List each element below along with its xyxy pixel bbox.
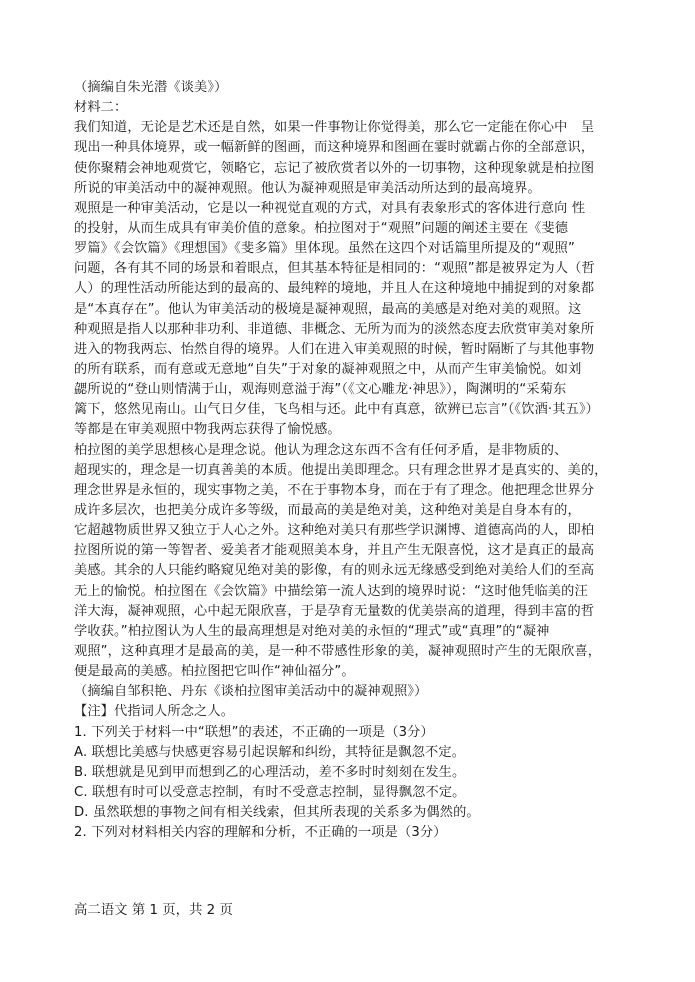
text-line: 等都是在审美观照中物我两忘获得了愉悦感。 xyxy=(74,422,341,438)
text-line: 的所有联系，而有意或无意地“自失”于对象的凝神观照之中，从而产生审美愉悦。如刘 xyxy=(74,361,582,377)
text-line: 罗篇》《会饮篇》《理想国》《斐多篇》里体现。虽然在这四个对话篇里所提及的“观照” xyxy=(74,241,575,257)
document-body xyxy=(74,78,639,843)
text-line: 进入的物我两忘、怡然自得的境界。人们在进入审美观照的时候，暂时隔断了与其他事物 xyxy=(74,341,595,357)
text-line: （摘编自朱光潜《谈美》） xyxy=(74,80,228,95)
text-line: 拉图所说的第一等智者、爱美者才能观照美本身，并且产生无限喜悦，这才是真正的最高 xyxy=(74,543,595,559)
text-line: （摘编自邹积艳、丹东《谈柏拉图审美活动中的凝神观照》） xyxy=(74,684,428,700)
text-line: 观照是一种审美活动，它是以一种视觉直观的方式，对具有表象形式的客体进行意向 性 xyxy=(74,200,586,216)
text-line: 洋大海，凝神观照，心中起无限欣喜，于是孕育无量数的优美崇高的道理，得到丰富的哲 xyxy=(74,603,595,619)
text-line: 便是最高的美感。柏拉图把它叫作“神仙福分”。 xyxy=(74,664,355,680)
page-footer: 高二语文 第 1 页，共 2 页 xyxy=(74,903,233,918)
text-line: 观照”，这种真理才是最高的美，是一种不带感性形象的美，凝神观照时产生的无限欣喜， xyxy=(74,643,602,659)
text-line: 现出一种具体境界，或一幅新鲜的图画，而这种境界和图画在霎时就霸占你的全部意识， xyxy=(74,140,595,156)
text-line: 它超越物质世界又独立于人心之外。这种绝对美只有那些学识渊博、道德高尚的人，即柏 xyxy=(74,523,595,539)
text-line: 超现实的，理念是一切真善美的本质。他提出美即理念。只有理念世界才是真实的、美的， xyxy=(74,462,608,478)
text-line: C. 联想有时可以受意志控制，有时不受意志控制，显得飘忽不定。 xyxy=(74,784,466,800)
text-line: 篱下，悠然见南山。山气日夕佳，飞鸟相与还。此中有真意，欲辨已忘言”（《饮酒·其五》） xyxy=(74,402,600,418)
text-line: B. 联想就是见到甲而想到乙的心理活动，差不多时时刻刻在发生。 xyxy=(74,764,466,780)
text-line: 美感。其余的人只能约略窥见绝对美的影像，有的则永远无缘感受到绝对美给人们的至高 xyxy=(74,563,595,579)
text-line: 成许多层次，也把美分成许多等级，而最高的美是绝对美，这种绝对美是自身本有的， xyxy=(74,502,581,518)
text-line: 的投射，从而生成具有审美价值的意象。柏拉图对于“观照”问题的阐述主要在《斐德 xyxy=(74,220,569,236)
text-line: 1. 下列关于材料一中“联想”的表述，不正确的一项是（3分） xyxy=(74,724,434,740)
text-line: 是“本真存在”。他认为审美活动的极境是凝神观照，最高的美感是对绝对美的观照。这 xyxy=(74,301,582,317)
text-line: 2. 下列对材料相关内容的理解和分析，不正确的一项是（3分） xyxy=(74,825,447,841)
text-line: 【注】代指词人所念之人。 xyxy=(74,704,235,720)
text-line: 材料二： xyxy=(74,100,128,116)
text-line: A. 联想比美感与快感更容易引起误解和纠纷，其特征是飘忽不定。 xyxy=(74,744,466,760)
text-line: 我们知道，无论是艺术还是自然，如果一件事物让你觉得美，那么它一定能在你心中 呈 xyxy=(74,120,595,136)
text-line: 柏拉图的美学思想核心是理念说。他认为理念这东西不含有任何矛盾，是非物质的、 xyxy=(74,442,568,458)
text-line: 种观照是指人以那种非功利、非道德、非概念、无所为而为的淡然态度去欣赏审美对象所 xyxy=(74,321,595,337)
text-line: 学收获。”柏拉图认为人生的最高理想是对绝对美的永恒的“理式”或“真理”的“凝神 xyxy=(74,623,550,639)
text-line: D. 虽然联想的事物之间有相关线索，但其所表现的关系多为偶然的。 xyxy=(74,805,480,821)
text-line: 理念世界是永恒的，现实事物之美，不在于事物本身，而在于有了理念。他把理念世界分 xyxy=(74,482,595,498)
text-line: 人）的理性活动所能达到的最高的、最纯粹的境地，并且人在这种境地中捕捉到的对象都 xyxy=(74,281,595,297)
text-line: 使你聚精会神地观赏它，领略它，忘记了被欣赏者以外的一切事物，这种现象就是柏拉图 xyxy=(74,160,595,176)
text-line: 所说的审美活动中的凝神观照。他认为凝神观照是审美活动所达到的最高境界。 xyxy=(74,180,541,196)
text-line: 勰所说的“登山则情满于山，观海则意溢于海”（《文心雕龙·神思》），陶渊明的“采菊东 xyxy=(74,382,567,398)
text-line: 无上的愉悦。柏拉图在《会饮篇》中描绘第一流人达到的境界时说：“这时他凭临美的汪 xyxy=(74,583,588,599)
text-line: 问题，各有其不同的场景和着眼点，但其基本特征是相同的：“观照”都是被界定为人（哲 xyxy=(74,261,595,277)
